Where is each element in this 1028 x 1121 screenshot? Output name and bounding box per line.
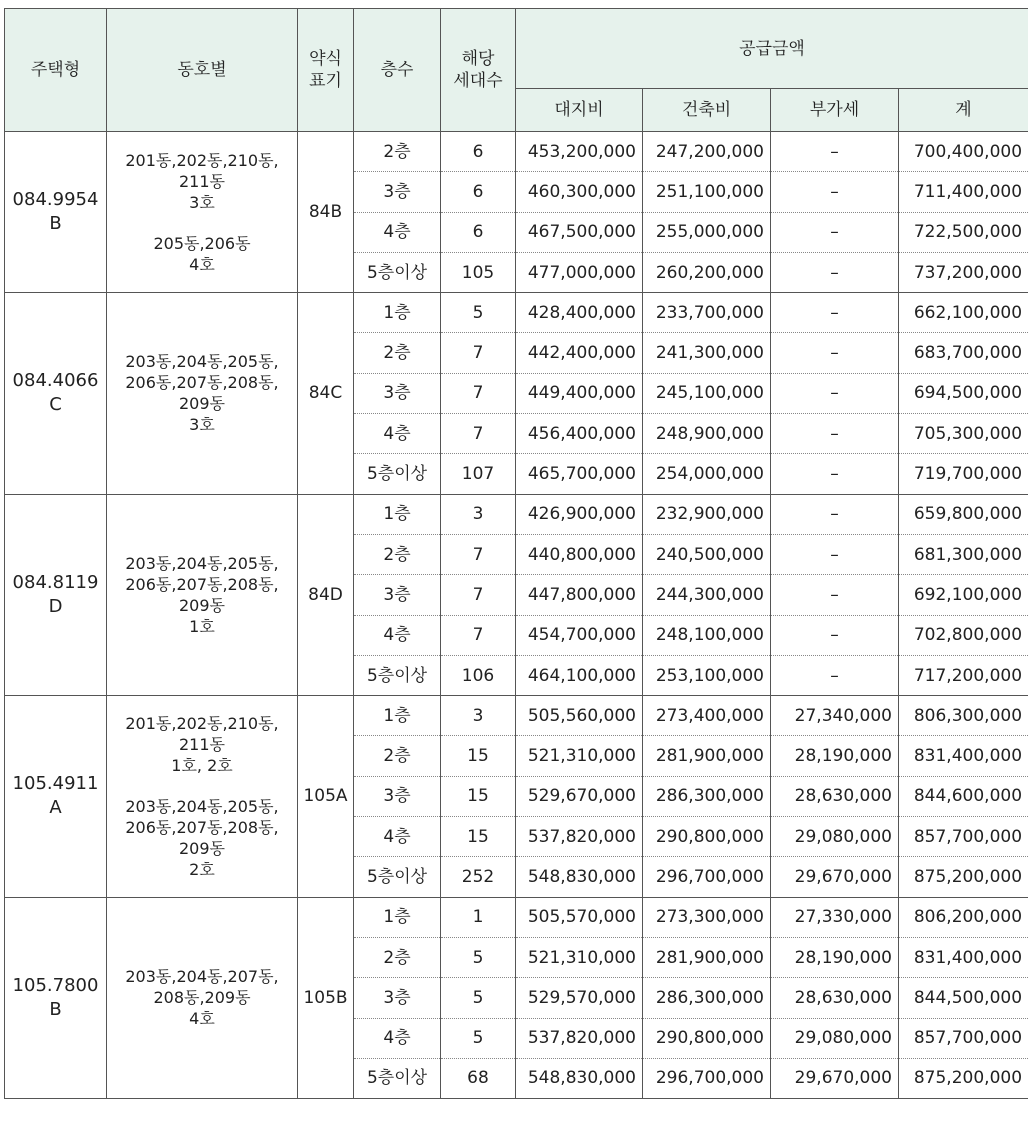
building-unit-cell xyxy=(107,293,298,494)
building-line: 208동,209동 xyxy=(153,988,251,1008)
floor-cell: 4층 xyxy=(354,615,441,655)
header-supply: 공급금액 xyxy=(516,9,1028,89)
total-cell: 737,200,000 xyxy=(899,252,1028,292)
vat-cell: – xyxy=(771,534,899,574)
header-floor: 층수 xyxy=(354,9,441,132)
construction-cost-cell: 286,300,000 xyxy=(643,978,771,1018)
units-cell: 3 xyxy=(441,494,516,534)
vat-cell: – xyxy=(771,454,899,494)
floor-cell: 5층이상 xyxy=(354,655,441,695)
total-cell: 844,600,000 xyxy=(899,776,1028,816)
building-unit-cell xyxy=(107,132,298,293)
building-gap xyxy=(107,776,297,796)
land-cost-cell: 453,200,000 xyxy=(516,132,643,172)
floor-cell: 2층 xyxy=(354,736,441,776)
building-line: 201동,202동,210동, xyxy=(125,150,279,170)
vat-cell: 28,630,000 xyxy=(771,978,899,1018)
floor-cell: 2층 xyxy=(354,534,441,574)
building-line: 203동,204동,205동, xyxy=(125,553,279,573)
units-cell: 6 xyxy=(441,132,516,172)
floor-cell: 3층 xyxy=(354,172,441,212)
units-cell: 15 xyxy=(441,736,516,776)
building-line: 203동,204동,207동, xyxy=(125,967,279,987)
floor-cell: 4층 xyxy=(354,817,441,857)
building-line: 203동,204동,205동, xyxy=(125,796,279,816)
land-cost-cell: 521,310,000 xyxy=(516,736,643,776)
building-unit-cell xyxy=(107,897,298,1098)
housing-type-type-line1: 084.4066 xyxy=(12,370,99,392)
construction-cost-cell: 241,300,000 xyxy=(643,333,771,373)
land-cost-cell: 529,570,000 xyxy=(516,978,643,1018)
land-cost-cell: 440,800,000 xyxy=(516,534,643,574)
floor-cell: 3층 xyxy=(354,373,441,413)
land-cost-cell: 460,300,000 xyxy=(516,172,643,212)
total-cell: 659,800,000 xyxy=(899,494,1028,534)
land-cost-cell: 465,700,000 xyxy=(516,454,643,494)
construction-cost-cell: 253,100,000 xyxy=(643,655,771,695)
units-cell: 6 xyxy=(441,172,516,212)
floor-cell: 1층 xyxy=(354,293,441,333)
floor-cell: 3층 xyxy=(354,776,441,816)
total-cell: 875,200,000 xyxy=(899,1058,1028,1098)
housing-type-cell xyxy=(5,696,107,897)
housing-type-cell xyxy=(5,897,107,1098)
vat-cell: 28,630,000 xyxy=(771,776,899,816)
building-line: 3호 xyxy=(189,415,215,435)
header-abbr xyxy=(298,9,354,132)
housing-type-type-line1: 105.7800 xyxy=(12,974,99,996)
units-cell: 7 xyxy=(441,575,516,615)
total-cell: 692,100,000 xyxy=(899,575,1028,615)
floor-cell: 4층 xyxy=(354,414,441,454)
housing-type-type-line2: D xyxy=(48,595,63,617)
building-line: 1호 xyxy=(189,616,215,636)
construction-cost-cell: 273,300,000 xyxy=(643,897,771,937)
units-cell: 5 xyxy=(441,1018,516,1058)
construction-cost-cell: 296,700,000 xyxy=(643,857,771,897)
vat-cell: – xyxy=(771,575,899,615)
floor-cell: 5층이상 xyxy=(354,252,441,292)
units-cell: 252 xyxy=(441,857,516,897)
vat-cell: – xyxy=(771,655,899,695)
total-cell: 662,100,000 xyxy=(899,293,1028,333)
abbr-cell: 84C xyxy=(298,293,354,494)
units-cell: 5 xyxy=(441,978,516,1018)
abbr-cell: 84D xyxy=(298,494,354,695)
vat-cell: – xyxy=(771,494,899,534)
vat-cell: – xyxy=(771,333,899,373)
units-cell: 6 xyxy=(441,212,516,252)
total-cell: 844,500,000 xyxy=(899,978,1028,1018)
total-cell: 719,700,000 xyxy=(899,454,1028,494)
total-cell: 683,700,000 xyxy=(899,333,1028,373)
vat-cell: – xyxy=(771,373,899,413)
building-line: 205동,206동 xyxy=(153,233,251,253)
vat-cell: – xyxy=(771,172,899,212)
units-cell: 5 xyxy=(441,937,516,977)
total-cell: 702,800,000 xyxy=(899,615,1028,655)
housing-type-type-line2: A xyxy=(49,797,62,819)
header-units xyxy=(441,9,516,132)
land-cost-cell: 449,400,000 xyxy=(516,373,643,413)
floor-cell: 5층이상 xyxy=(354,857,441,897)
land-cost-cell: 467,500,000 xyxy=(516,212,643,252)
construction-cost-cell: 240,500,000 xyxy=(643,534,771,574)
vat-cell: 27,340,000 xyxy=(771,696,899,736)
total-cell: 857,700,000 xyxy=(899,1018,1028,1058)
building-line: 3호 xyxy=(189,192,215,212)
construction-cost-cell: 251,100,000 xyxy=(643,172,771,212)
building-line: 201동,202동,210동, xyxy=(125,713,279,733)
units-cell: 15 xyxy=(441,776,516,816)
building-line: 4호 xyxy=(189,1009,215,1029)
construction-cost-cell: 248,100,000 xyxy=(643,615,771,655)
units-cell: 68 xyxy=(441,1058,516,1098)
construction-cost-cell: 290,800,000 xyxy=(643,1018,771,1058)
land-cost-cell: 537,820,000 xyxy=(516,1018,643,1058)
units-cell: 1 xyxy=(441,897,516,937)
header-units-line2: 세대수 xyxy=(453,71,503,91)
building-line: 1호, 2호 xyxy=(171,755,233,775)
total-cell: 722,500,000 xyxy=(899,212,1028,252)
construction-cost-cell: 247,200,000 xyxy=(643,132,771,172)
land-cost-cell: 428,400,000 xyxy=(516,293,643,333)
table-row xyxy=(5,696,1028,736)
total-cell: 681,300,000 xyxy=(899,534,1028,574)
housing-type-cell xyxy=(5,132,107,293)
housing-type-cell xyxy=(5,293,107,494)
abbr-cell: 105A xyxy=(298,696,354,897)
vat-cell: – xyxy=(771,615,899,655)
vat-cell: – xyxy=(771,252,899,292)
total-cell: 694,500,000 xyxy=(899,373,1028,413)
construction-cost-cell: 254,000,000 xyxy=(643,454,771,494)
building-unit-cell xyxy=(107,696,298,897)
construction-cost-cell: 248,900,000 xyxy=(643,414,771,454)
land-cost-cell: 505,560,000 xyxy=(516,696,643,736)
units-cell: 7 xyxy=(441,373,516,413)
abbr-cell: 105B xyxy=(298,897,354,1098)
total-cell: 831,400,000 xyxy=(899,937,1028,977)
building-line: 206동,207동,208동, xyxy=(125,817,279,837)
vat-cell: 28,190,000 xyxy=(771,937,899,977)
table-row xyxy=(5,293,1028,333)
land-cost-cell: 442,400,000 xyxy=(516,333,643,373)
vat-cell: 29,670,000 xyxy=(771,1058,899,1098)
construction-cost-cell: 273,400,000 xyxy=(643,696,771,736)
construction-cost-cell: 232,900,000 xyxy=(643,494,771,534)
abbr-cell: 84B xyxy=(298,132,354,293)
header-type: 주택형 xyxy=(5,9,107,132)
units-cell: 106 xyxy=(441,655,516,695)
land-cost-cell: 548,830,000 xyxy=(516,1058,643,1098)
header-construction: 건축비 xyxy=(643,89,771,132)
total-cell: 711,400,000 xyxy=(899,172,1028,212)
header-units-line1: 해당 xyxy=(461,49,495,69)
units-cell: 5 xyxy=(441,293,516,333)
floor-cell: 5층이상 xyxy=(354,1058,441,1098)
building-unit-cell xyxy=(107,494,298,695)
vat-cell: 29,670,000 xyxy=(771,857,899,897)
header-vat: 부가세 xyxy=(771,89,899,132)
construction-cost-cell: 260,200,000 xyxy=(643,252,771,292)
total-cell: 806,200,000 xyxy=(899,897,1028,937)
table-row xyxy=(5,132,1028,172)
construction-cost-cell: 281,900,000 xyxy=(643,736,771,776)
header-abbr-line1: 약식 xyxy=(309,49,342,69)
construction-cost-cell: 290,800,000 xyxy=(643,817,771,857)
housing-type-type-line1: 105.4911 xyxy=(12,773,99,795)
land-cost-cell: 477,000,000 xyxy=(516,252,643,292)
vat-cell: – xyxy=(771,293,899,333)
land-cost-cell: 426,900,000 xyxy=(516,494,643,534)
vat-cell: 28,190,000 xyxy=(771,736,899,776)
vat-cell: – xyxy=(771,414,899,454)
housing-type-type-line2: C xyxy=(49,394,62,416)
housing-type-type-line2: B xyxy=(49,213,62,235)
building-line: 4호 xyxy=(189,254,215,274)
vat-cell: 29,080,000 xyxy=(771,1018,899,1058)
construction-cost-cell: 296,700,000 xyxy=(643,1058,771,1098)
building-line: 2호 xyxy=(189,859,215,879)
building-line: 211동 xyxy=(179,734,225,754)
units-cell: 15 xyxy=(441,817,516,857)
vat-cell: 27,330,000 xyxy=(771,897,899,937)
floor-cell: 2층 xyxy=(354,333,441,373)
building-line: 206동,207동,208동, xyxy=(125,373,279,393)
construction-cost-cell: 255,000,000 xyxy=(643,212,771,252)
units-cell: 7 xyxy=(441,414,516,454)
construction-cost-cell: 281,900,000 xyxy=(643,937,771,977)
total-cell: 806,300,000 xyxy=(899,696,1028,736)
header-abbr-line2: 표기 xyxy=(309,71,342,91)
floor-cell: 2층 xyxy=(354,937,441,977)
construction-cost-cell: 245,100,000 xyxy=(643,373,771,413)
total-cell: 700,400,000 xyxy=(899,132,1028,172)
floor-cell: 3층 xyxy=(354,575,441,615)
building-line: 209동 xyxy=(179,838,225,858)
total-cell: 717,200,000 xyxy=(899,655,1028,695)
land-cost-cell: 537,820,000 xyxy=(516,817,643,857)
units-cell: 3 xyxy=(441,696,516,736)
floor-cell: 4층 xyxy=(354,212,441,252)
table-body xyxy=(5,132,1028,1099)
floor-cell: 2층 xyxy=(354,132,441,172)
construction-cost-cell: 233,700,000 xyxy=(643,293,771,333)
land-cost-cell: 505,570,000 xyxy=(516,897,643,937)
total-cell: 831,400,000 xyxy=(899,736,1028,776)
land-cost-cell: 464,100,000 xyxy=(516,655,643,695)
land-cost-cell: 454,700,000 xyxy=(516,615,643,655)
total-cell: 875,200,000 xyxy=(899,857,1028,897)
header-land: 대지비 xyxy=(516,89,643,132)
housing-type-cell xyxy=(5,494,107,695)
table-row xyxy=(5,494,1028,534)
housing-type-type-line1: 084.8119 xyxy=(12,571,99,593)
land-cost-cell: 529,670,000 xyxy=(516,776,643,816)
land-cost-cell: 456,400,000 xyxy=(516,414,643,454)
land-cost-cell: 548,830,000 xyxy=(516,857,643,897)
housing-type-type-line2: B xyxy=(49,998,62,1020)
floor-cell: 3층 xyxy=(354,978,441,1018)
floor-cell: 1층 xyxy=(354,696,441,736)
vat-cell: 29,080,000 xyxy=(771,817,899,857)
building-line: 209동 xyxy=(179,394,225,414)
building-line: 203동,204동,205동, xyxy=(125,352,279,372)
units-cell: 7 xyxy=(441,615,516,655)
units-cell: 105 xyxy=(441,252,516,292)
header-buildings: 동호별 xyxy=(107,9,298,132)
table-row xyxy=(5,897,1028,937)
land-cost-cell: 447,800,000 xyxy=(516,575,643,615)
floor-cell: 4층 xyxy=(354,1018,441,1058)
total-cell: 705,300,000 xyxy=(899,414,1028,454)
units-cell: 7 xyxy=(441,333,516,373)
vat-cell: – xyxy=(771,212,899,252)
floor-cell: 1층 xyxy=(354,494,441,534)
building-gap xyxy=(107,213,297,233)
construction-cost-cell: 286,300,000 xyxy=(643,776,771,816)
building-line: 211동 xyxy=(179,171,225,191)
construction-cost-cell: 244,300,000 xyxy=(643,575,771,615)
floor-cell: 1층 xyxy=(354,897,441,937)
floor-cell: 5층이상 xyxy=(354,454,441,494)
vat-cell: – xyxy=(771,132,899,172)
total-cell: 857,700,000 xyxy=(899,817,1028,857)
building-line: 209동 xyxy=(179,595,225,615)
header-total: 계 xyxy=(899,89,1028,132)
units-cell: 107 xyxy=(441,454,516,494)
land-cost-cell: 521,310,000 xyxy=(516,937,643,977)
building-line: 206동,207동,208동, xyxy=(125,574,279,594)
supply-price-table xyxy=(4,8,1028,1099)
units-cell: 7 xyxy=(441,534,516,574)
housing-type-type-line1: 084.9954 xyxy=(12,189,99,211)
